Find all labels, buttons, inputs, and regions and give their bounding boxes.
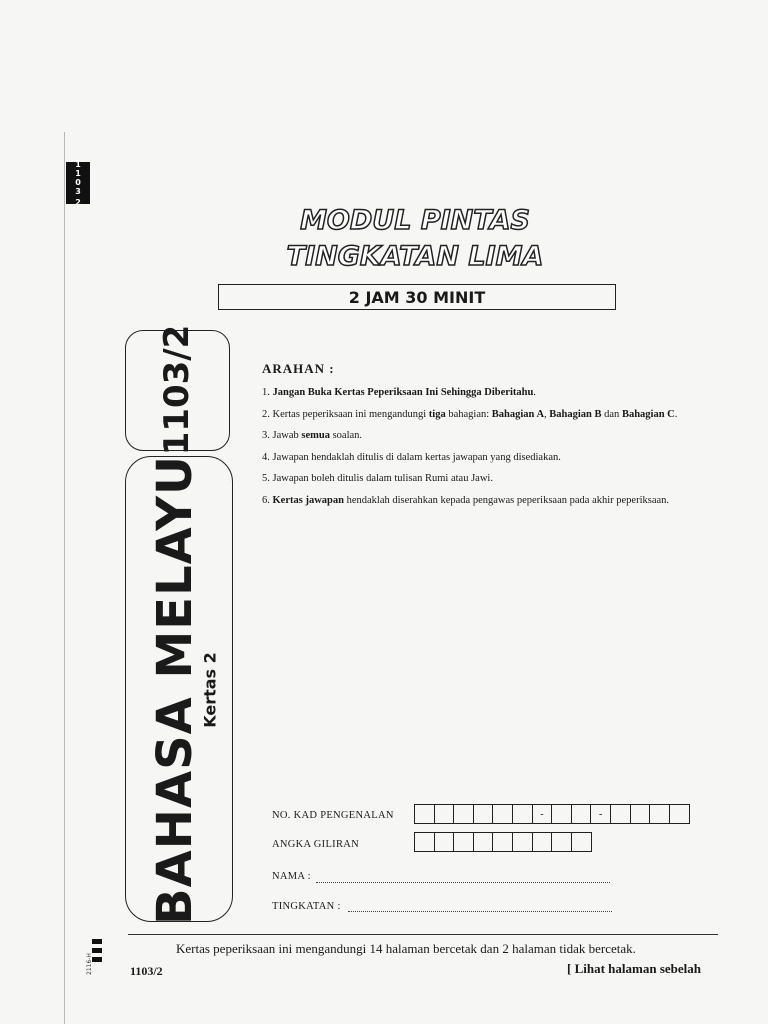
digit-cell[interactable] (435, 833, 455, 851)
digit-cell[interactable] (415, 833, 435, 851)
instruction-number: 3. (262, 430, 270, 441)
digit-cell[interactable] (493, 833, 513, 851)
digit-cell[interactable] (454, 833, 474, 851)
title-line-2: TINGKATAN LIMA (286, 241, 544, 272)
digit-cell[interactable] (415, 805, 435, 823)
instruction-bold-text: Bahagian C (621, 408, 675, 420)
digit-cell[interactable] (513, 833, 533, 851)
spine-char: 0 (75, 177, 81, 187)
instruction-number: 4. (262, 451, 270, 463)
instruction-item (262, 430, 732, 442)
instruction-text: . (533, 387, 536, 398)
instruction-text: Kertas peperiksaan ini mengandungi (272, 408, 429, 420)
instruction-text: bahagian: (445, 408, 492, 420)
footer-rule (128, 934, 718, 935)
instruction-text: Jawapan boleh ditulis dalam tulisan Rumi atau Jawi. (272, 473, 493, 484)
spine-char: 3 (75, 186, 81, 196)
instruction-item (262, 495, 732, 507)
digit-cell[interactable] (631, 805, 651, 823)
instruction-bold-text: tiga (428, 408, 446, 420)
instruction-text: , (544, 408, 550, 420)
instruction-text: soalan. (329, 430, 363, 441)
next-page-note: [ Lihat halaman sebelah (567, 961, 701, 976)
digit-cell[interactable] (454, 805, 474, 823)
instruction-item (262, 473, 732, 485)
instruction-bold-text: semua (301, 430, 330, 441)
digit-cell[interactable] (493, 805, 513, 823)
instructions (262, 361, 732, 516)
name-label: NAMA : (272, 871, 311, 882)
instruction-bold-text: Bahagian A (491, 408, 545, 420)
spine-char: 1 (75, 159, 81, 169)
instructions-heading: ARAHAN : (262, 361, 335, 376)
digit-cell[interactable] (670, 805, 690, 823)
spine-char: 2 (75, 197, 81, 207)
index-number-label: ANGKA GILIRAN (272, 839, 360, 850)
spine-code-label (66, 159, 90, 207)
spine-char: 1 (75, 168, 81, 178)
form-field[interactable] (348, 911, 612, 912)
instructions-list (262, 387, 732, 507)
registration-mark (92, 948, 102, 953)
instruction-bold-text: Jangan Buka Kertas Peperiksaan Ini Sehingga Diberitahu (272, 387, 534, 398)
page-count-note: Kertas peperiksaan ini mengandungi 14 halaman bercetak dan 2 halaman tidak bercetak. (176, 941, 636, 956)
paper-code: 1103/2 (157, 324, 197, 456)
digit-cell[interactable] (572, 833, 592, 851)
side-code: 2116-H (86, 953, 93, 975)
name-field[interactable] (316, 882, 610, 883)
subject-name: BAHASA MELAYU (147, 455, 203, 925)
exam-duration (218, 284, 616, 310)
instruction-text: Jawab (272, 430, 302, 441)
instruction-item (262, 409, 732, 421)
instruction-text: . (674, 408, 678, 420)
ic-number-boxes[interactable] (414, 804, 690, 824)
separator-cell: - (591, 805, 611, 823)
registration-mark (92, 957, 102, 962)
page-left-border (64, 132, 65, 1024)
digit-cell[interactable] (552, 805, 572, 823)
instruction-number: 6. (262, 494, 270, 506)
ic-number-label: NO. KAD PENGENALAN (272, 810, 394, 821)
paper-number: Kertas 2 (200, 652, 220, 728)
instruction-text: hendaklah diserahkan kepada pengawas peperiksaan pada akhir peperiksaan. (343, 494, 670, 506)
instruction-number: 5. (262, 473, 270, 484)
digit-cell[interactable] (611, 805, 631, 823)
digit-cell[interactable] (513, 805, 533, 823)
registration-mark (92, 939, 102, 944)
duration-text: 2 JAM 30 MINIT (348, 287, 486, 307)
instruction-text: dan (601, 408, 622, 420)
separator-cell: - (533, 805, 553, 823)
digit-cell[interactable] (474, 833, 494, 851)
digit-cell[interactable] (572, 805, 592, 823)
instruction-number: 1. (262, 387, 270, 398)
instruction-item (262, 387, 732, 399)
instruction-text: Jawapan hendaklah ditulis di dalam kertas jawapan yang disediakan. (272, 451, 561, 463)
instruction-bold-text: Kertas jawapan (272, 494, 344, 506)
digit-cell[interactable] (474, 805, 494, 823)
index-number-boxes[interactable] (414, 832, 592, 852)
title-line-1: MODUL PINTAS (300, 205, 530, 236)
instruction-item (262, 452, 732, 464)
instruction-number: 2. (262, 408, 270, 420)
digit-cell[interactable] (435, 805, 455, 823)
digit-cell[interactable] (552, 833, 572, 851)
footer-paper-code: 1103/2 (130, 964, 163, 978)
form-label: TINGKATAN : (272, 901, 341, 912)
instruction-bold-text: Bahagian B (549, 408, 602, 420)
digit-cell[interactable] (533, 833, 553, 851)
digit-cell[interactable] (650, 805, 670, 823)
module-title (250, 203, 580, 275)
